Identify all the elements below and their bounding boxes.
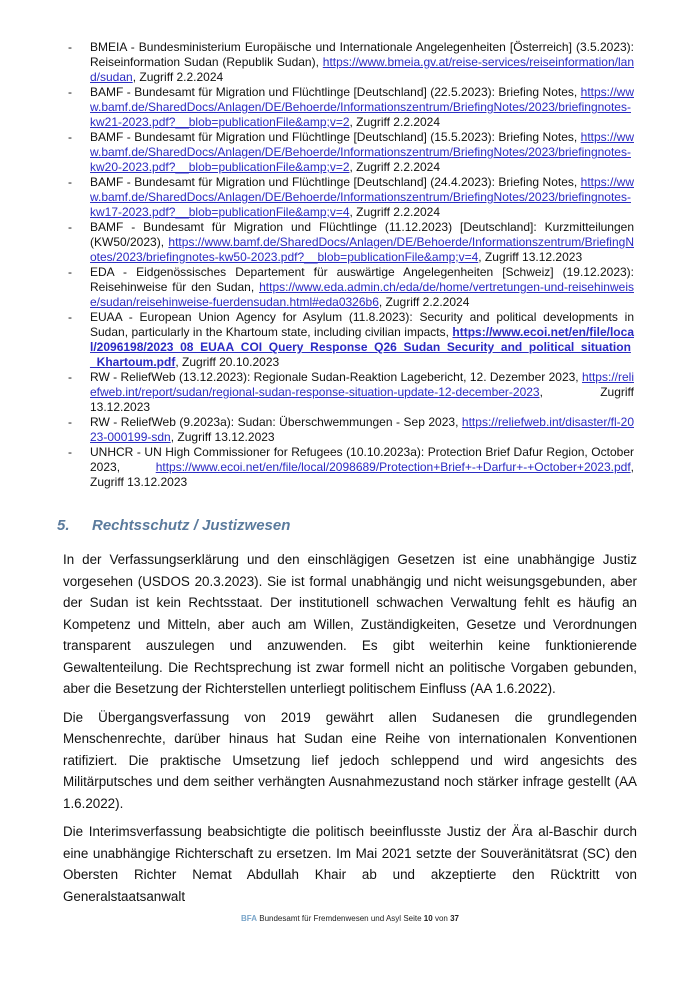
reference-link[interactable]: https://www.bamf.de/SharedDocs/Anlagen/DE/Behoerde/Informationszentrum/BriefingNotes/2023/briefingnotes-kw17-2023.pdf?__blob=publicationFile&amp;v=4: [90, 175, 634, 219]
reference-text: BAMF - Bundesamt für Migration und Flüchtlinge [Deutschland] (15.5.2023): Briefing Notes,: [90, 130, 581, 144]
list-bullet: -: [68, 220, 72, 234]
list-bullet: -: [68, 415, 72, 429]
list-bullet: -: [68, 40, 72, 54]
reference-text: , Zugriff 2.2.2024: [349, 115, 441, 129]
reference-text: BAMF - Bundesamt für Migration und Flüchtlinge [Deutschland] (24.4.2023): Briefing Notes,: [90, 175, 581, 189]
reference-item: [68, 265, 634, 310]
reference-text: , Zugriff 13.12.2023: [90, 460, 634, 489]
reference-text: , Zugriff 20.10.2023: [175, 355, 280, 369]
reference-text: , Zugriff 13.12.2023: [170, 430, 275, 444]
section-paragraphs: [63, 549, 637, 907]
reference-link[interactable]: https://www.eda.admin.ch/eda/de/home/vertretungen-und-reisehinweise/sudan/reisehinweise-fuerdensudan.html#eda0326b6: [90, 280, 634, 309]
reference-link[interactable]: https://www.bamf.de/SharedDocs/Anlagen/DE/Behoerde/Informationszentrum/BriefingNotes/2023/briefingnotes-kw21-2023.pdf?__blob=publicationFile&amp;v=2: [90, 85, 634, 129]
reference-text: , Zugriff 13.12.2023: [478, 250, 583, 264]
reference-item: [68, 40, 634, 85]
list-bullet: -: [68, 85, 72, 99]
reference-text: , Zugriff 2.2.2024: [349, 205, 441, 219]
section-number: 5.: [57, 517, 70, 534]
reference-text: BAMF - Bundesamt für Migration und Flüchtlinge [Deutschland] (22.5.2023): Briefing Notes,: [90, 85, 581, 99]
reference-item: [68, 415, 634, 445]
reference-link[interactable]: https://reliefweb.int/report/sudan/regional-sudan-response-situation-update-12-december-2023: [90, 370, 634, 399]
reference-link[interactable]: https://www.ecoi.net/en/file/local/2096198/2023_08_EUAA_COI_Query_Response_Q26_Sudan_Security_and_political_situation_Khartoum.pdf: [90, 325, 634, 369]
reference-link[interactable]: https://reliefweb.int/disaster/fl-2023-000199-sdn: [90, 415, 634, 444]
body-paragraph: Die Interimsverfassung beabsichtigte die politisch beeinflusste Justiz der Ära al-Baschir durch eine unabhängige Richterschaft zu ersetzen. Im Mai 2021 setzte der Souveränitätsrat (SC) den Obersten Richter Nemat Abdullah Khair ab und akzeptierte den Rücktritt von Generalstaatsanwalt: [63, 824, 637, 904]
reference-text: UNHCR - UN High Commissioner for Refugees (10.10.2023a): Protection Brief Dafur Region, October 2023,: [90, 445, 634, 474]
reference-item: [68, 220, 634, 265]
reference-text: , Zugriff 13.12.2023: [90, 385, 634, 414]
body-paragraph: Die Übergangsverfassung von 2019 gewährt allen Sudanesen die grundlegenden Menschenrechte, darüber hinaus hat Sudan eine Reihe von internationalen Konventionen ratifiziert. Die praktische Umsetzung lief jedoch schleppend und wird angesichts des Militärputsches und dem seither verhängten Ausnahmezustand noch stärker infrage gestellt (AA 1.6.2022).: [63, 709, 637, 811]
reference-item: [68, 445, 634, 490]
reference-item: [68, 85, 634, 130]
list-bullet: -: [68, 175, 72, 189]
references-list: [68, 40, 634, 490]
list-bullet: -: [68, 130, 72, 144]
footer-of-label: von: [434, 914, 448, 923]
reference-text: BMEIA - Bundesministerium Europäische und Internationale Angelegenheiten [Österreich] (3.5.2023): Reiseinformation Sudan (Republik Sudan),: [90, 40, 634, 69]
reference-item: [68, 130, 634, 175]
footer-org: Bundesamt für Fremdenwesen und Asyl: [259, 914, 402, 923]
reference-text: RW - ReliefWeb (9.2023a): Sudan: Überschwemmungen - Sep 2023,: [90, 415, 462, 429]
page-footer: [0, 914, 700, 924]
list-bullet: -: [68, 310, 72, 324]
reference-text: , Zugriff 2.2.2024: [349, 160, 441, 174]
reference-text: , Zugriff 2.2.2024: [378, 295, 470, 309]
reference-item: [68, 370, 634, 415]
reference-text: BAMF - Bundesamt für Migration und Flüchtlinge (11.12.2023) [Deutschland]: Kurzmitteilungen (KW50/2023),: [90, 220, 634, 249]
reference-link[interactable]: https://www.ecoi.net/en/file/local/2098689/Protection+Brief+-+Darfur+-+October+2023.pdf: [155, 460, 631, 474]
reference-link[interactable]: https://www.bamf.de/SharedDocs/Anlagen/DE/Behoerde/Informationszentrum/BriefingNotes/2023/briefingnotes-kw50-2023.pdf?__blob=publicationFile&amp;v=4: [90, 235, 634, 264]
reference-item: [68, 175, 634, 220]
list-bullet: -: [68, 370, 72, 384]
reference-link[interactable]: https://www.bmeia.gv.at/reise-services/reiseinformation/land/sudan: [90, 55, 634, 84]
list-bullet: -: [68, 265, 72, 279]
section-heading: [57, 517, 640, 535]
footer-page-label: Seite: [403, 914, 422, 923]
body-paragraph: In der Verfassungserklärung und den einschlägigen Gesetzen ist eine unabhängige Justiz vorgesehen (USDOS 20.3.2023). Sie ist formal unabhängig und nicht weisungsgebunden, aber der Sudan ist kein Rechtsstaat. Der institutionell schwachen Verwaltung fehlt es häufig an Kompetenz und Mitteln, aber auch am Willen, Zuständigkeiten, Gesetze und Verordnungen transparent auszulegen und anzuwenden. Es gibt weiterhin keine funktionierende Gewaltenteilung. Die Rechtsprechung ist zwar formell nicht an politische Vorgaben gebunden, aber die Besetzung der Richterstellen unterliegt politischem Einfluss (AA 1.6.2022).: [63, 552, 637, 696]
reference-text: , Zugriff 2.2.2024: [132, 70, 224, 84]
reference-text: EUAA - European Union Agency for Asylum (11.8.2023): Security and political developments in Sudan, particularly in the Khartoum state, including civilian impacts,: [90, 310, 634, 339]
list-bullet: -: [68, 445, 72, 459]
reference-text: EDA - Eidgenössisches Departement für auswärtige Angelegenheiten [Schweiz] (19.12.2023): Reisehinweise für den Sudan,: [90, 265, 634, 294]
bfa-logo: BFA: [241, 914, 257, 923]
footer-page-number: 10: [423, 914, 433, 923]
footer-page-total: 37: [450, 914, 459, 923]
reference-text: RW - ReliefWeb (13.12.2023): Regionale Sudan-Reaktion Lagebericht, 12. Dezember 2023,: [90, 370, 582, 384]
reference-link[interactable]: https://www.bamf.de/SharedDocs/Anlagen/DE/Behoerde/Informationszentrum/BriefingNotes/2023/briefingnotes-kw20-2023.pdf?__blob=publicationFile&amp;v=2: [90, 130, 634, 174]
section-title: Rechtsschutz / Justizwesen: [92, 517, 291, 534]
reference-item: [68, 310, 634, 370]
